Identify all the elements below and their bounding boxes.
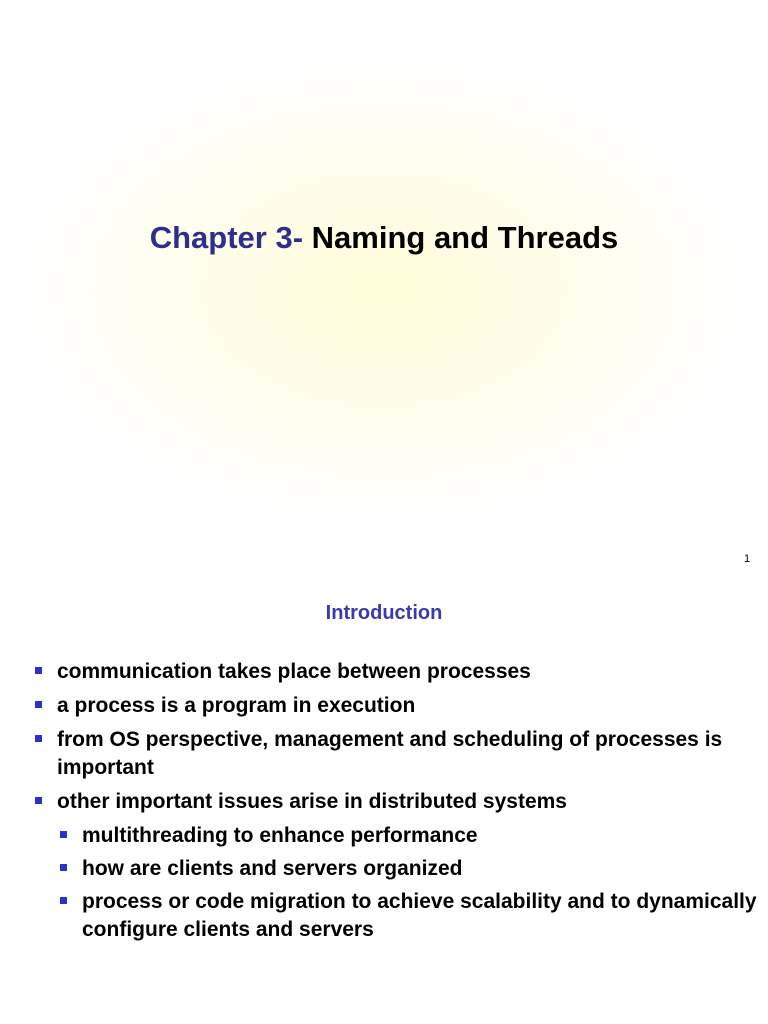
square-bullet-icon [60,897,67,904]
bullet-list [0,658,768,949]
sub-bullet-item [0,888,768,944]
bullet-text: how are clients and servers organized [82,857,463,880]
bullet-text: process or code migration to achieve scalability and to dynamically configure clients and servers [82,890,757,941]
square-bullet-icon [60,864,67,871]
sub-bullet-item [0,855,768,883]
bullet-item [0,788,768,816]
bullet-text: multithreading to enhance performance [82,824,478,847]
bullet-item [0,658,768,686]
slide-heading: Introduction [325,602,443,624]
square-bullet-icon [35,701,42,708]
bullet-item [0,692,768,720]
square-bullet-icon [35,735,42,742]
bullet-item [0,726,768,782]
bullet-text: other important issues arise in distributed systems [57,790,567,813]
bullet-text: communication takes place between processes [57,660,531,683]
square-bullet-icon [35,667,42,674]
bullet-text: a process is a program in execution [57,694,416,717]
slide-title [0,220,768,256]
page-number: 1 [744,553,751,565]
title-prefix: Chapter 3- [149,220,304,255]
square-bullet-icon [60,831,67,838]
sub-bullet-item [0,822,768,850]
bullet-text: from OS perspective, management and scheduling of processes is important [57,728,723,779]
title-main: Naming and Threads [311,220,619,255]
square-bullet-icon [35,797,42,804]
